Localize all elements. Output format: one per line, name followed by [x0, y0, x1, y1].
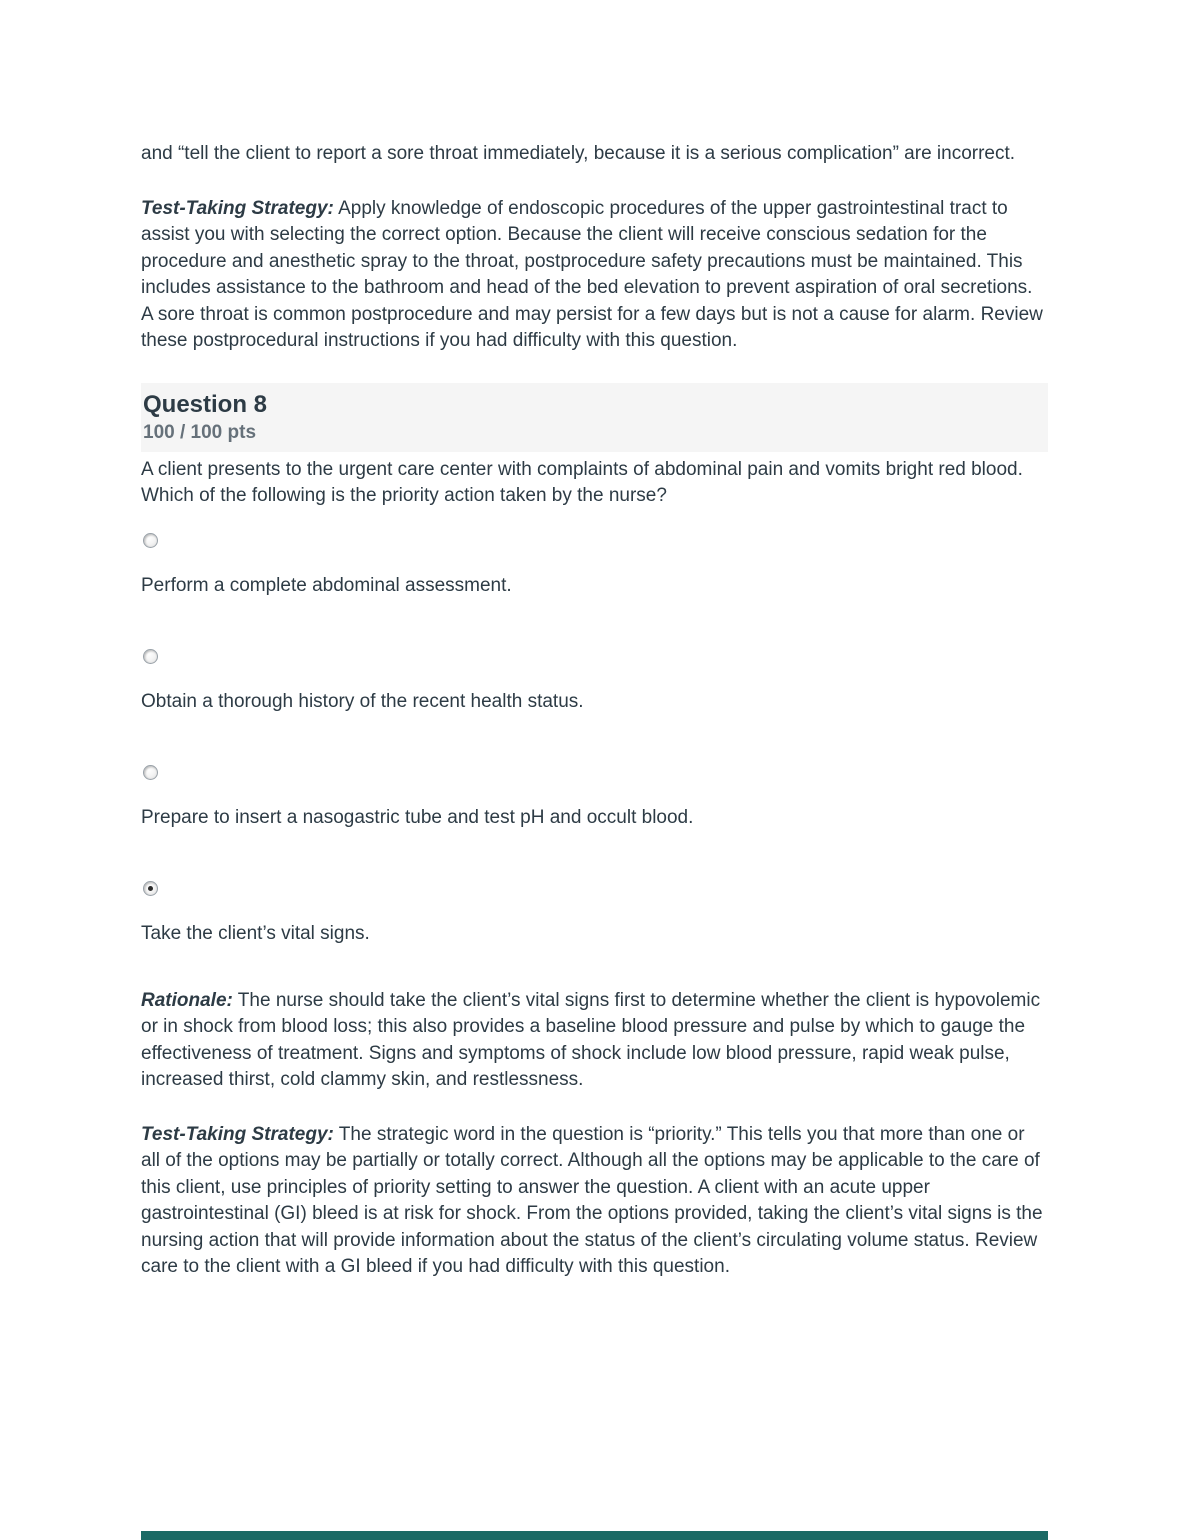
question-text: A client presents to the urgent care center with complaints of abdominal pain and vomits bright red blood. Which of the following is the priority action taken by the nurse?	[141, 458, 1023, 506]
test-taking-strategy-label: Test-Taking Strategy:	[141, 197, 334, 219]
rationale-paragraph	[141, 988, 1048, 1094]
question-header	[141, 383, 1048, 452]
answer-option[interactable]	[141, 878, 1048, 948]
content-column	[141, 0, 1048, 1281]
options-list	[141, 530, 1048, 948]
question-strategy-paragraph	[141, 1122, 1048, 1281]
answer-option[interactable]	[141, 530, 1048, 600]
question-points: 100 / 100 pts	[143, 421, 257, 443]
answer-option[interactable]	[141, 646, 1048, 716]
answer-option-label: Obtain a thorough history of the recent health status.	[141, 691, 584, 712]
radio-button-icon[interactable]	[143, 881, 158, 896]
answer-option-label: Take the client’s vital signs.	[141, 923, 370, 944]
radio-button-icon[interactable]	[143, 649, 158, 664]
test-taking-strategy-label: Test-Taking Strategy:	[141, 1123, 334, 1145]
answer-option-label: Perform a complete abdominal assessment.	[141, 575, 512, 596]
previous-question-closing-text: and “tell the client to report a sore throat immediately, because it is a serious complication” are incorrect.	[141, 143, 1016, 164]
radio-button-icon[interactable]	[143, 765, 158, 780]
test-taking-strategy-text: Apply knowledge of endoscopic procedures of the upper gastrointestinal tract to assist you with selecting the correct option. Because the client will receive conscious sedation for the procedure and anesthetic spray to the throat, postprocedure safety precautions must be maintained. This includes assistance to the bathroom and head of the bed elevation to prevent aspiration of oral secretions. A sore throat is common postprocedure and may persist for a few days but is not a cause for alarm. Review these postprocedural instructions if you had difficulty with this question.	[141, 197, 1043, 351]
previous-question-strategy-paragraph	[141, 196, 1048, 355]
answer-option-label: Prepare to insert a nasogastric tube and test pH and occult blood.	[141, 807, 694, 828]
question-title: Question 8	[143, 390, 268, 418]
answer-option[interactable]	[141, 762, 1048, 832]
rationale-text: The nurse should take the client’s vital signs first to determine whether the client is hypovolemic or in shock from blood loss; this also provides a baseline blood pressure and pulse by which to gauge the effectiveness of treatment. Signs and symptoms of shock include low blood pressure, rapid weak pulse, increased thirst, cold clammy skin, and restlessness.	[141, 989, 1041, 1090]
test-taking-strategy-text: The strategic word in the question is “priority.” This tells you that more than one or all of the options may be partially or totally correct. Although all the options may be applicable to the care of this client, use principles of priority setting to answer the question. A client with an acute upper gastrointestinal (GI) bleed is at risk for shock. From the options provided, taking the client’s vital signs is the nursing action that will provide information about the status of the client’s circulating volume status. Review care to the client with a GI bleed if you had difficulty with this question.	[141, 1123, 1043, 1277]
next-question-header-bar	[141, 1531, 1048, 1540]
rationale-label: Rationale:	[141, 989, 233, 1011]
radio-button-icon[interactable]	[143, 533, 158, 548]
